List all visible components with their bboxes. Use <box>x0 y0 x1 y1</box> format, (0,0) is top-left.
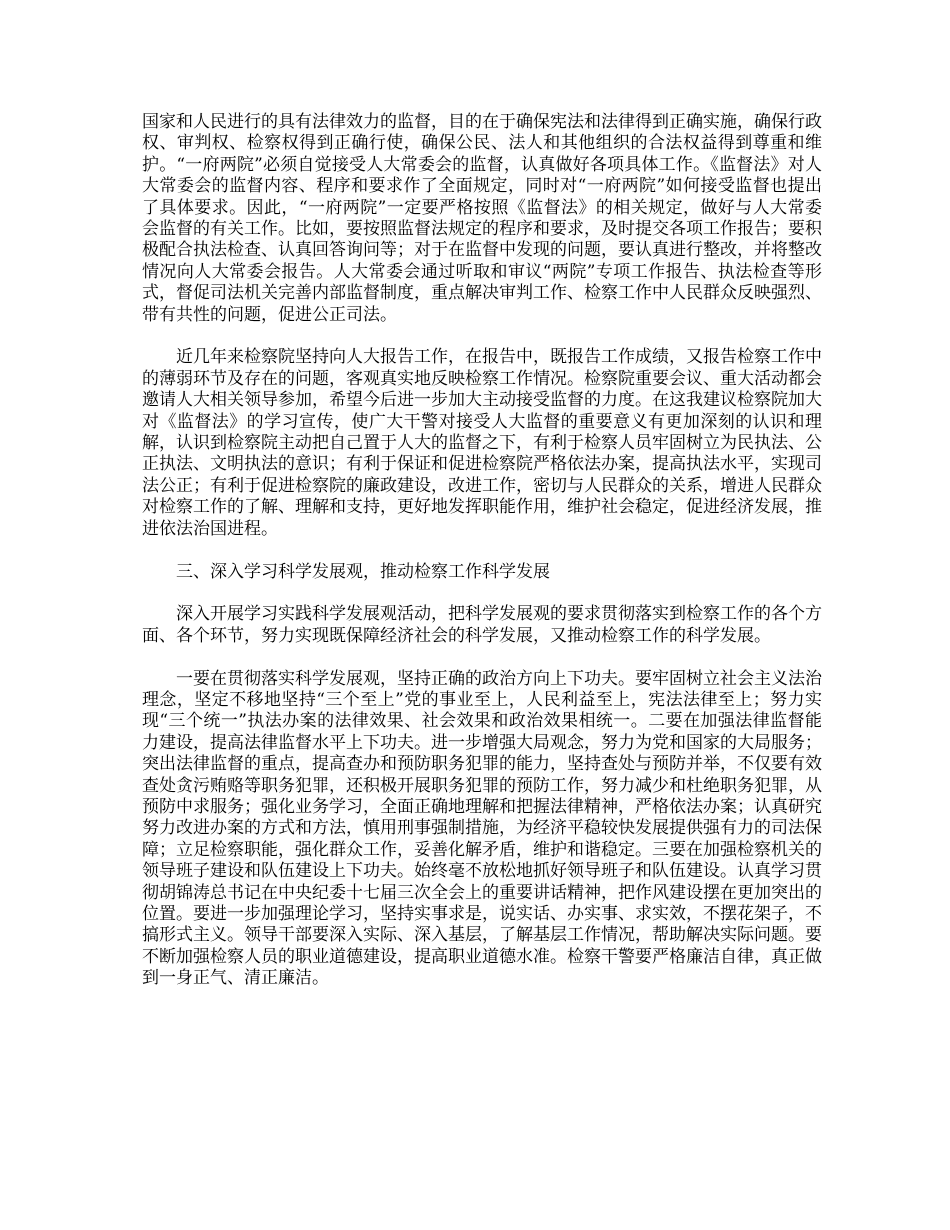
document-body <box>142 112 822 1011</box>
paragraph-procuratorate-reports: 近几年来检察院坚持向人大报告工作，在报告中，既报告工作成绩，又报告检察工作中的薄弱环节及存在的问题，客观真实地反映检察工作情况。检察院重要会议、重大活动都会邀请人大相关领导参加，希望今后进一步加大主动接受监督的力度。在这我建议检察院加大对《监督法》的学习宣传，使广大干警对接受人大监督的重要意义有更加深刻的认识和理解，认识到检察院主动把自己置于人大的监督之下，有利于检察人员牢固树立为民执法、公正执法、文明执法的意识；有利于保证和促进检察院严格依法办案，提高执法水平，实现司法公正；有利于促进检察院的廉政建设，改进工作，密切与人民群众的关系，增进人民群众对检察工作的了解、理解和支持，更好地发挥职能作用，维护社会稳定，促进经济发展，推进依法治国进程。 <box>142 347 822 539</box>
paragraph-supervision-law: 国家和人民进行的具有法律效力的监督，目的在于确保宪法和法律得到正确实施，确保行政权、审判权、检察权得到正确行使，确保公民、法人和其他组织的合法权益得到尊重和维护。“一府两院”必须自觉接受人大常委会的监督，认真做好各项具体工作。《监督法》对人大常委会的监督内容、程序和要求作了全面规定，同时对“一府两院”如何接受监督也提出了具体要求。因此，“一府两院”一定要严格按照《监督法》的相关规定，做好与人大常委会监督的有关工作。比如，要按照监督法规定的程序和要求，及时提交各项工作报告；要积极配合执法检查、认真回答询问等；对于在监督中发现的问题，要认真进行整改，并将整改情况向人大常委会报告。人大常委会通过听取和审议“两院”专项工作报告、执法检查等形式，督促司法机关完善内部监督制度，重点解决审判工作、检察工作中人民群众反映强烈、带有共性的问题，促进公正司法。 <box>142 112 822 325</box>
paragraph-three-requirements: 一要在贯彻落实科学发展观，坚持正确的政治方向上下功夫。要牢固树立社会主义法治理念，坚定不移地坚持“三个至上”党的事业至上，人民利益至上，宪法法律至上；努力实现“三个统一”执法办案的法律效果、社会效果和政治效果相统一。二要在加强法律监督能力建设，提高法律监督水平上下功夫。进一步增强大局观念，努力为党和国家的大局服务；突出法律监督的重点，提高查办和预防职务犯罪的能力，坚持查处与预防并举，不仅要有效查处贪污贿赂等职务犯罪，还积极开展职务犯罪的预防工作，努力减少和杜绝职务犯罪，从预防中求服务；强化业务学习，全面正确地理解和把握法律精神，严格依法办案；认真研究努力改进办案的方式和方法，慎用刑事强制措施，为经济平稳较快发展提供强有力的司法保障；立足检察职能，强化群众工作，妥善化解矛盾，维护和谐稳定。三要在加强检察机关的领导班子建设和队伍建设上下功夫。始终毫不放松地抓好领导班子和队伍建设。认真学习贯彻胡锦涛总书记在中央纪委十七届三次全会上的重要讲话精神，把作风建设摆在更加突出的位置。要进一步加强理论学习，坚持实事求是，说实话、办实事、求实效，不摆花架子，不搞形式主义。领导干部要深入实际、深入基层，了解基层工作情况，帮助解决实际问题。要不断加强检察人员的职业道德建设，提高职业道德水准。检察干警要严格廉洁自律，真正做到一身正气、清正廉洁。 <box>142 668 822 989</box>
paragraph-scientific-development: 深入开展学习实践科学发展观活动，把科学发展观的要求贯彻落实到检察工作的各个方面、各个环节，努力实现既保障经济社会的科学发展，又推动检察工作的科学发展。 <box>142 604 822 646</box>
section-heading: 三、深入学习科学发展观，推动检察工作科学发展 <box>176 561 550 582</box>
